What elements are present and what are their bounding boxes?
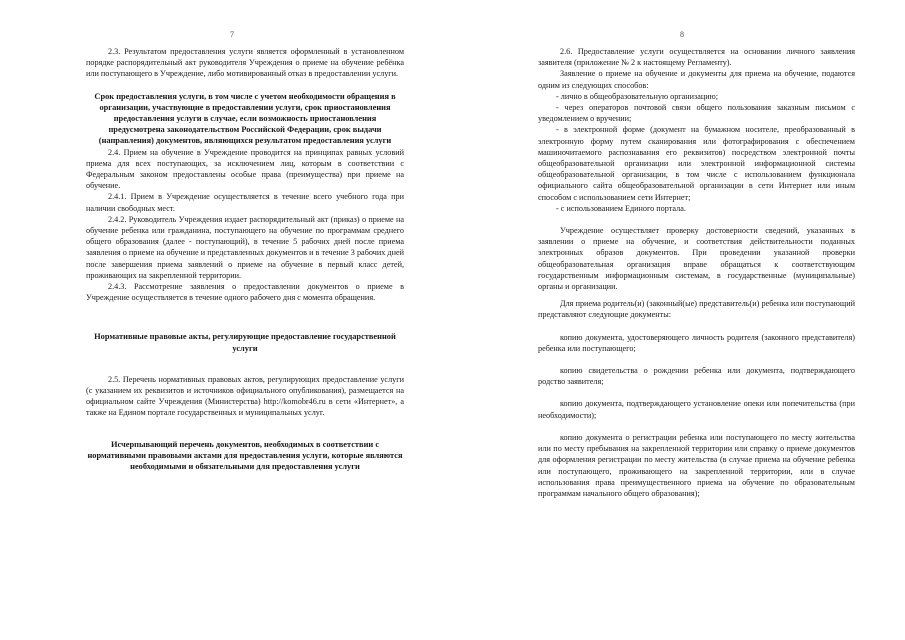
heading-service-terms: Срок предоставления услуги, в том числе с учетом необходимости обращения в организации, участвующие в предоставлении услуги, срок приостановления предоставления услуги в случае, если возможность приостановления предусмотрена законодательством Российской Федерации, срок выдачи (направления) документов, являющихся результатом предоставления услуги xyxy=(94,91,396,146)
paragraph-2-6: 2.6. Предоставление услуги осуществляется на основании личного заявления заявителя (приложение № 2 к настоящему Регламенту). xyxy=(538,47,855,68)
page-number: 8 xyxy=(680,30,684,39)
list-item: - через операторов почтовой связи общего пользования заказным письмом с уведомлением о вручении; xyxy=(538,103,855,124)
list-item: - с использованием Единого портала. xyxy=(556,203,686,213)
paragraph-2-4-3: 2.4.3. Рассмотрение заявления о предоставлении документов о приеме в Учреждение осуществляется в течение одного рабочего дня с момента обращения. xyxy=(86,282,404,303)
left-page-content xyxy=(86,46,404,472)
paragraph-2-5: 2.5. Перечень нормативных правовых актов, регулирующих предоставление услуги (с указанием их реквизитов и источников официального опубликования), размещается на официальном сайте Учреждения (Министерства) http://komobr46.ru в сети «Интернет», а также на Едином портале государственных и муниципальных услуг. xyxy=(86,374,404,418)
paragraph-verification: Учреждение осуществляет проверку достоверности сведений, указанных в заявлении о приеме на обучение, и соответствия действительности поданных электронных образов документов. При проведении указанной проверки общеобразовательная организация вправе обращаться к соответствующим государственным информационным системам, в государственные (муниципальные) органы и организации. xyxy=(538,226,855,292)
paragraph-2-4-2: 2.4.2. Руководитель Учреждения издает распорядительный акт (приказ) о приеме на обучение ребенка или гражданина, поступающего на обучение по программам среднего общего образования (далее - поступающий), в течение 5 рабочих дней после приема заявления о приеме на обучение и представленных документов и в течение 3 рабочих дней после завершения приема заявлений о приеме на обучение в первый класс детей, проживающих на закрепленной территории. xyxy=(86,214,404,280)
paragraph-2-4-1: 2.4.1. Прием в Учреждение осуществляется в течение всего учебного года при наличии свободных мест. xyxy=(86,192,404,213)
heading-documents-list: Исчерпывающий перечень документов, необходимых в соответствии с нормативными правовыми актами для предоставления услуги, которые являются необходимыми и обязательными для предоставления услуги xyxy=(87,439,403,472)
left-page xyxy=(0,0,452,640)
paragraph-parents-documents: Для приема родитель(и) (законный(ые) представитель(и) ребенка или поступающий представляют следующие документы: xyxy=(538,299,855,320)
page-number: 7 xyxy=(230,30,234,39)
list-item: - в электронной форме (документ на бумажном носителе, преобразованный в электронную форму путем сканирования или фотографирования с обеспечением машиночитаемого распознавания его реквизитов) посредством электронной почты общеобразовательной организации или электронной информационной системы общеобразовательной организации, в том числе с использованием функционала официального сайта общеобразовательной организации в сети Интернет или иным способом с использованием сети Интернет; xyxy=(538,125,855,202)
paragraph-submission-methods: Заявление о приеме на обучение и документы для приема на обучение, подаются одним из следующих способов: xyxy=(538,69,855,90)
paragraph-2-4: 2.4. Прием на обучение в Учреждение проводится на принципах равных условий приема для всех поступающих, за исключением лиц, которым в соответствии с Федеральным законом предоставлены особые права (преимущества) при приеме на обучение. xyxy=(86,147,404,191)
document-item: копию документа о регистрации ребенка или поступающего по месту жительства или по месту пребывания на закрепленной территории или справку о приеме документов для оформления регистрации по месту жительства (в случае приема на обучение ребенка или поступающего, проживающего на закрепленной территории, или в случае использования права преимущественного приема на обучение по образовательным программам начального общего образования); xyxy=(538,432,855,498)
document-item: копию документа, удостоверяющего личность родителя (законного представителя) ребенка или поступающего; xyxy=(538,332,855,353)
right-page-content xyxy=(538,46,855,499)
right-page xyxy=(452,0,905,640)
paragraph-2-3: 2.3. Результатом предоставления услуги является оформленный в установленном порядке распорядительный акт руководителя Учреждения о приеме на обучение ребёнка или поступающего в Учреждение, либо мотивированный отказ в предоставлении услуги. xyxy=(86,47,404,79)
document-item: копию свидетельства о рождении ребенка или документа, подтверждающего родство заявителя; xyxy=(538,366,855,387)
list-item: - лично в общеобразовательную организацию; xyxy=(556,91,719,101)
document-item: копию документа, подтверждающего установление опеки или попечительства (при необходимости); xyxy=(538,399,855,420)
heading-normative-acts: Нормативные правовые акты, регулирующие предоставление государственной услуги xyxy=(94,332,396,353)
